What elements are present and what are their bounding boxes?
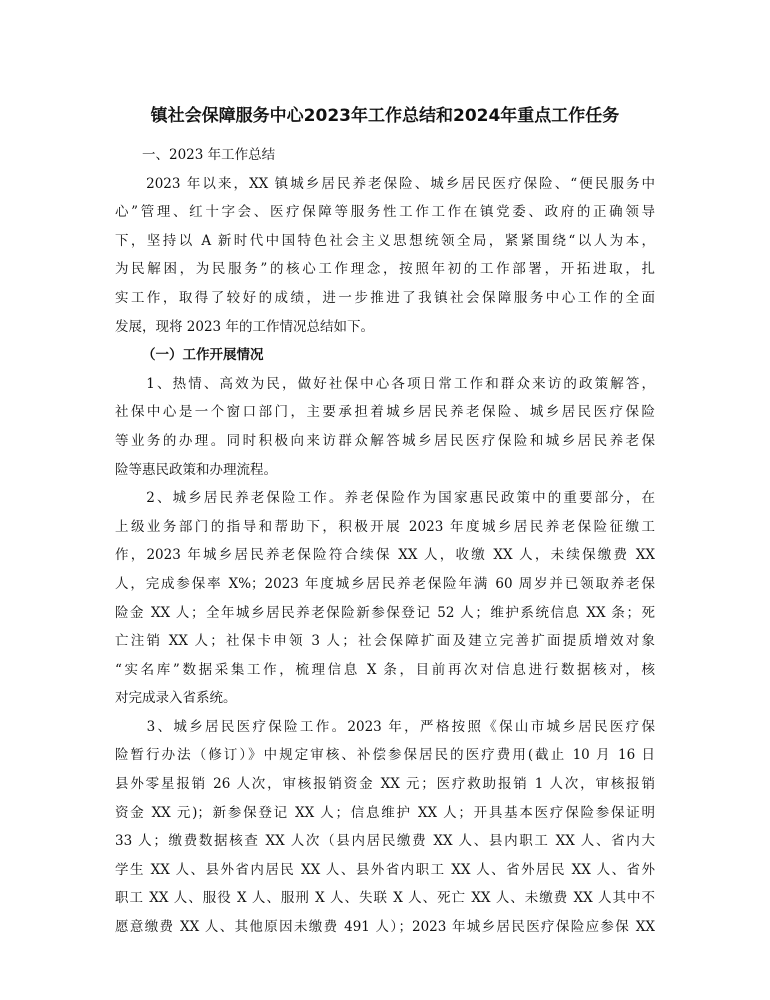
document-title: 镇社会保障服务中心2023年工作总结和2024年重点工作任务 (150, 106, 620, 126)
paragraph-line: 人，完成参保率 X%；2023 年度城乡居民养老保险年满 60 周岁并已领取养老保 (115, 575, 655, 592)
paragraph-line: 学生 XX 人、县外省内居民 XX 人、县外省内职工 XX 人、省外居民 XX 人、省外 (115, 861, 655, 878)
paragraph-line: 作，2023 年城乡居民养老保险符合续保 XX 人，收缴 XX 人，未续保缴费 XX (115, 547, 655, 564)
paragraph-line: 亡注销 XX 人；社保卡申领 3 人；社会保障扩面及建立完善扩面提质增效对象 (115, 633, 655, 650)
paragraph-line: 实工作，取得了较好的成绩，进一步推进了我镇社会保障服务中心工作的全面 (115, 289, 655, 306)
paragraph-line: 2023 年以来，XX 镇城乡居民养老保险、城乡居民医疗保险、“便民服务中 (115, 175, 655, 192)
paragraph-line: 心”管理、红十字会、医疗保障等服务性工作工作在镇党委、政府的正确领导 (115, 204, 655, 221)
paragraph-line: 险金 XX 人；全年城乡居民养老保险新参保登记 52 人；维护系统信息 XX 条；死 (115, 604, 655, 621)
subsection-heading-work-progress: （一）工作开展情况 (142, 347, 264, 364)
paragraph-line: 愿意缴费 XX 人、其他原因未缴费 491 人）；2023 年城乡居民医疗保险应参保 XX (115, 919, 655, 936)
item-1-paragraph (115, 370, 655, 484)
paragraph-line: 职工 XX 人、服役 X 人、服刑 X 人、失联 X 人、死亡 XX 人、未缴费 XX 人其中不 (115, 890, 655, 907)
paragraph-line: 下，坚持以 A 新时代中国特色社会主义思想统领全局，紧紧围绕“以人为本， (115, 232, 655, 249)
paragraph-line: 2、城乡居民养老保险工作。养老保险作为国家惠民政策中的重要部分，在 (115, 490, 655, 507)
item-3-paragraph (115, 713, 655, 942)
paragraph-line: 县外零星报销 26 人次，审核报销资金 XX 元；医疗救助报销 1 人次，审核报销 (115, 776, 655, 793)
paragraph-line: 险等惠民政策和办理流程。 (115, 461, 277, 478)
paragraph-line: 对完成录入省系统。 (115, 690, 237, 707)
paragraph-line: 上级业务部门的指导和帮助下，积极开展 2023 年度城乡居民养老保险征缴工 (115, 518, 655, 535)
paragraph-line: 等业务的办理。同时积极向来访群众解答城乡居民医疗保险和城乡居民养老保 (115, 432, 655, 449)
paragraph-line: 33 人；缴费数据核查 XX 人次（县内居民缴费 XX 人、县内职工 XX 人、省内大 (115, 833, 655, 850)
document-body (115, 141, 655, 942)
paragraph-line: 1、热情、高效为民，做好社保中心各项日常工作和群众来访的政策解答， (115, 375, 655, 392)
item-2-paragraph (115, 484, 655, 713)
paragraph-line: 发展，现将 2023 年的工作情况总结如下。 (115, 318, 374, 335)
paragraph-line: 资金 XX 元)；新参保登记 XX 人；信息维护 XX 人；开具基本医疗保险参保证明 (115, 804, 655, 821)
section-heading-work-summary: 一、2023 年工作总结 (142, 147, 276, 163)
paragraph-line: “实名库”数据采集工作，梳理信息 X 条，目前再次对信息进行数据核对，核 (115, 661, 655, 678)
paragraph-line: 3、城乡居民医疗保险工作。2023 年，严格按照《保山市城乡居民医疗保 (115, 718, 655, 735)
paragraph-line: 险暂行办法（修订）》中规定审核、补偿参保居民的医疗费用(截止 10 月 16 日 (115, 747, 655, 764)
paragraph-line: 社保中心是一个窗口部门，主要承担着城乡居民养老保险、城乡居民医疗保险 (115, 404, 655, 421)
paragraph-line: 为民解困，为民服务”的核心工作理念，按照年初的工作部署，开拓进取，扎 (115, 261, 655, 278)
intro-paragraph (115, 170, 655, 342)
